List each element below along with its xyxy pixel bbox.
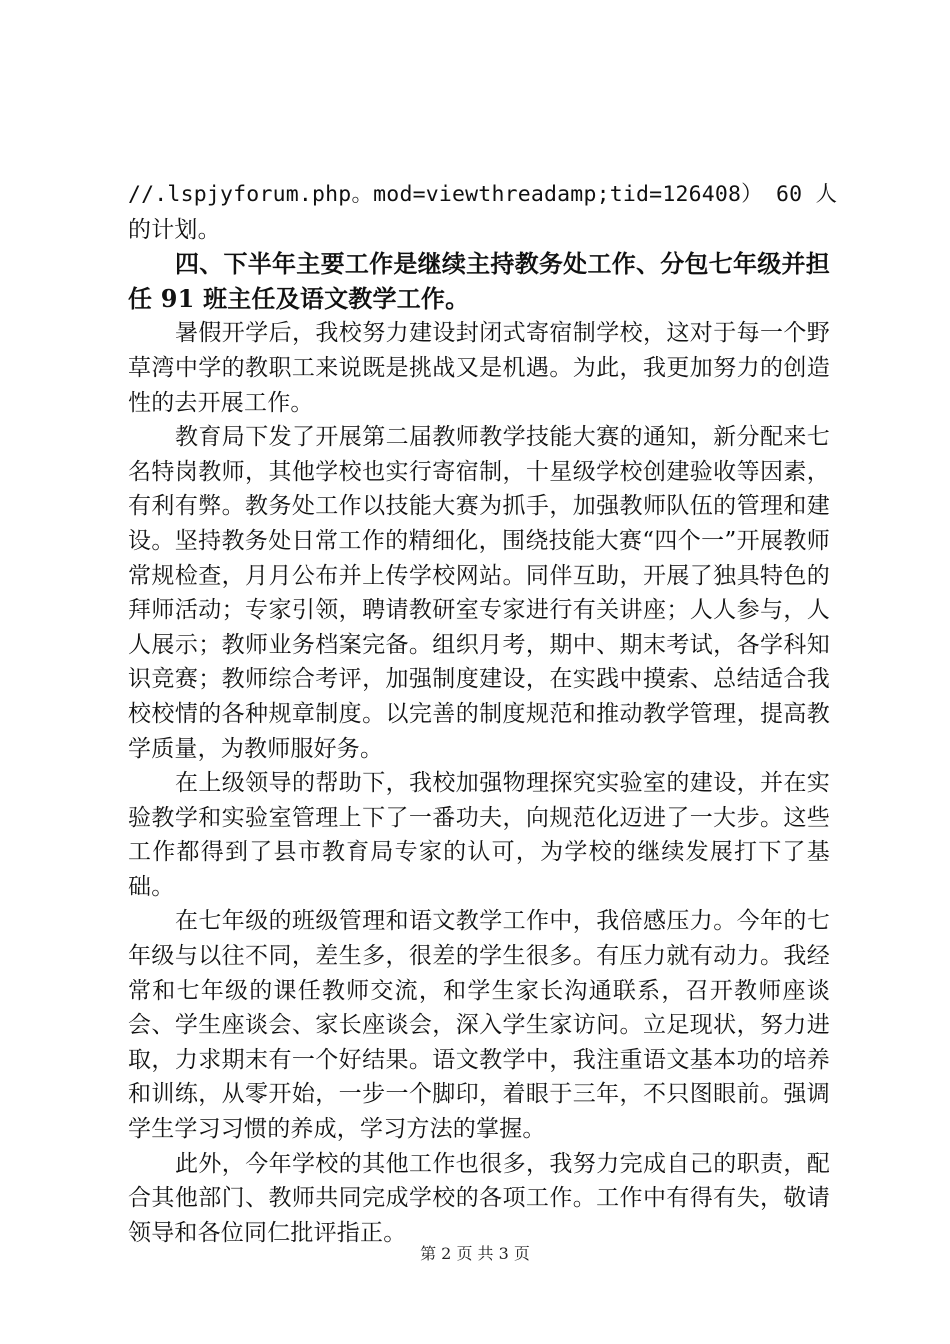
- page-number-footer: 第 2 页 共 3 页: [420, 1244, 530, 1263]
- body-paragraph: 在七年级的班级管理和语文教学工作中，我倍感压力。今年的七年级与以往不同，差生多，很差的学生很多。有压力就有动力。我经常和七年级的课任教师交流，和学生家长沟通联系，召开教师座谈会、学生座谈会、家长座谈会，深入学生家访问。立足现状，努力进取，力求期末有一个好结果。语文教学中，我注重语文基本功的培养和训练，从零开始，一步一个脚印，着眼于三年，不只图眼前。强调学生学习习惯的养成，学习方法的掌握。: [128, 908, 830, 1143]
- section-heading: 四、下半年主要工作是继续主持教务处工作、分包七年级并担任 91 班主任及语文教学工作。: [128, 249, 830, 313]
- body-paragraph: 暑假开学后，我校努力建设封闭式寄宿制学校，这对于每一个野草湾中学的教职工来说既是挑战又是机遇。为此，我更加努力的创造性的去开展工作。: [128, 320, 830, 416]
- document-body: [128, 178, 838, 1250]
- body-paragraph: 此外，今年学校的其他工作也很多，我努力完成自己的职责，配合其他部门、教师共同完成学校的各项工作。工作中有得有失，敬请领导和各位同仁批评指正。: [128, 1150, 830, 1246]
- url-fragment-paragraph: [128, 178, 838, 247]
- body-paragraph: 教育局下发了开展第二届教师教学技能大赛的通知，新分配来七名特岗教师，其他学校也实行寄宿制，十星级学校创建验收等因素，有利有弊。教务处工作以技能大赛为抓手，加强教师队伍的管理和建设。坚持教务处日常工作的精细化，围绕技能大赛“四个一”开展教师常规检查，月月公布并上传学校网站。同伴互助，开展了独具特色的拜师活动；专家引领，聘请教研室专家进行有关讲座；人人参与，人人展示；教师业务档案完备。组织月考，期中、期末考试，各学科知识竞赛；教师综合考评，加强制度建设，在实践中摸索、总结适合我校校情的各种规章制度。以完善的制度规范和推动教学管理，提高教学质量，为教师服好务。: [128, 424, 830, 762]
- body-paragraph: 在上级领导的帮助下，我校加强物理探究实验室的建设，并在实验教学和实验室管理上下了一番功夫，向规范化迈进了一大步。这些工作都得到了县市教育局专家的认可，为学校的继续发展打下了基础。: [128, 770, 830, 900]
- url-continuation: 的计划。: [128, 216, 221, 243]
- url-fragment: //.lspjyforum.php。mod=viewthreadamp;tid=126408） 60 人: [128, 182, 838, 207]
